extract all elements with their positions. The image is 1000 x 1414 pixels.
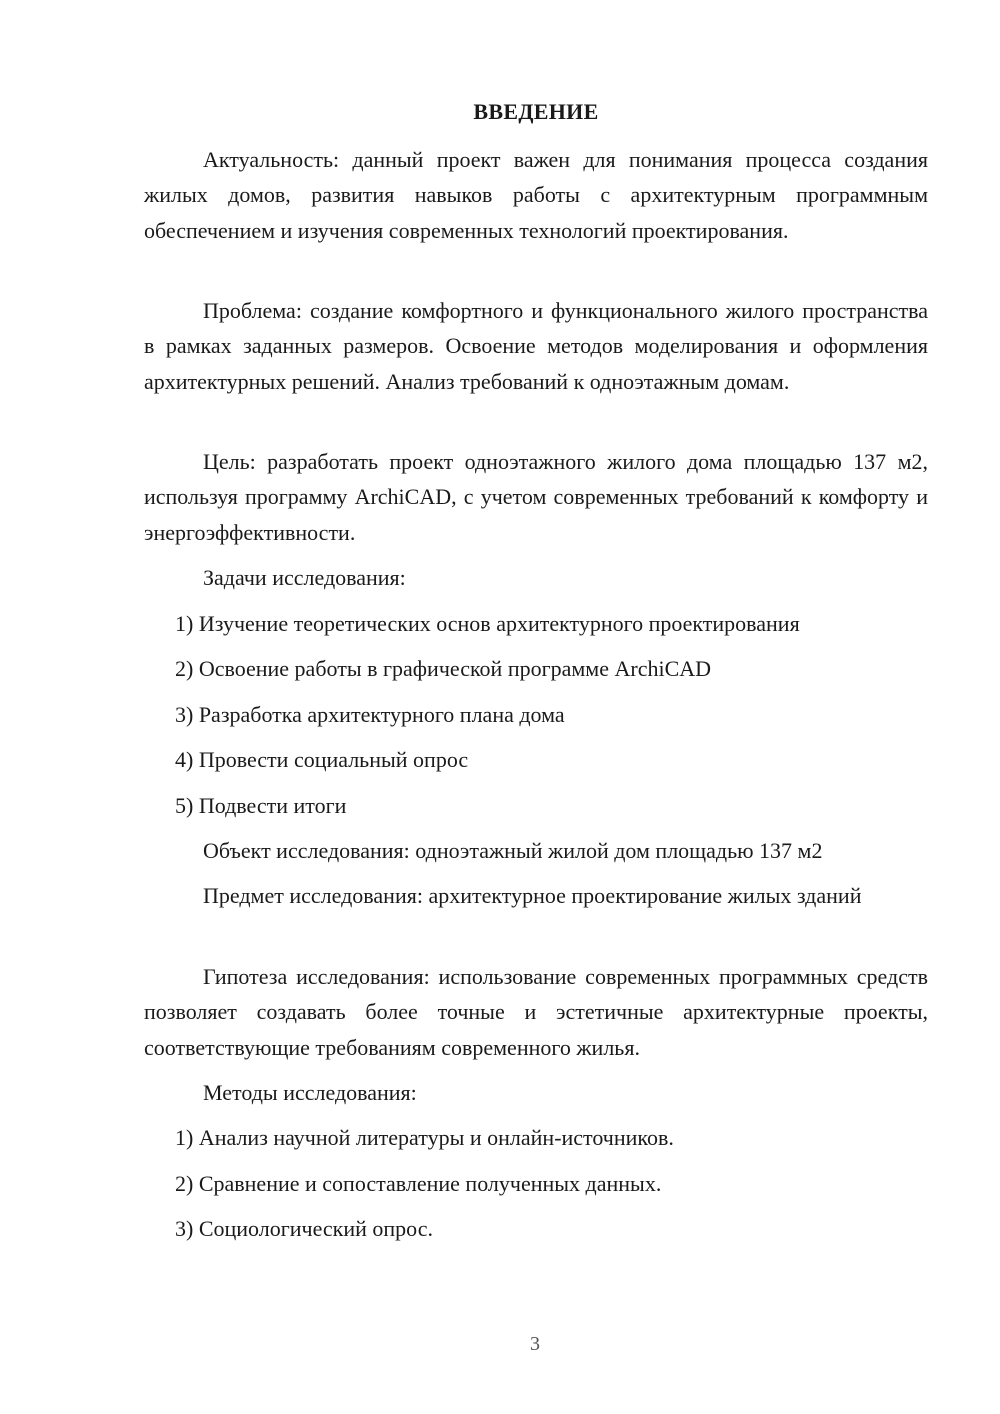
goal-paragraph: Цель: разработать проект одноэтажного жилого дома площадью 137 м2, используя программу ArchiCAD, с учетом современных требований к комфорту и энергоэффективности. — [144, 449, 928, 545]
task-item: 1) Изучение теоретических основ архитектурного проектирования — [175, 611, 800, 636]
page-title: ВВЕДЕНИЕ — [473, 99, 599, 124]
method-item: 3) Социологический опрос. — [175, 1216, 433, 1241]
method-item: 1) Анализ научной литературы и онлайн-источников. — [175, 1125, 674, 1150]
method-item: 2) Сравнение и сопоставление полученных данных. — [175, 1171, 662, 1196]
subject-paragraph: Предмет исследования: архитектурное проектирование жилых зданий — [203, 883, 862, 908]
tasks-title: Задачи исследования: — [203, 565, 406, 590]
task-item: 4) Провести социальный опрос — [175, 747, 469, 772]
problem-paragraph: Проблема: создание комфортного и функционального жилого пространства в рамках заданных размеров. Освоение методов моделирования и оформления архитектурных решений. Анализ требований к одноэтажным домам. — [144, 298, 928, 394]
task-item: 2) Освоение работы в графической программе ArchiCAD — [175, 656, 712, 681]
methods-title: Методы исследования: — [203, 1080, 417, 1105]
task-item: 5) Подвести итоги — [175, 793, 347, 818]
task-item: 3) Разработка архитектурного плана дома — [175, 702, 565, 727]
relevance-paragraph: Актуальность: данный проект важен для понимания процесса создания жилых домов, развития навыков работы с архитектурным программным обеспечением и изучения современных технологий проектирования. — [144, 147, 928, 243]
page-number: 3 — [530, 1333, 540, 1355]
object-line: Объект исследования: одноэтажный жилой дом площадью 137 м2 — [203, 838, 823, 863]
hypothesis-paragraph: Гипотеза исследования: использование современных программных средств позволяет создавать более точные и эстетичные архитектурные проекты, соответствующие требованиям современного жилья. — [144, 964, 928, 1060]
